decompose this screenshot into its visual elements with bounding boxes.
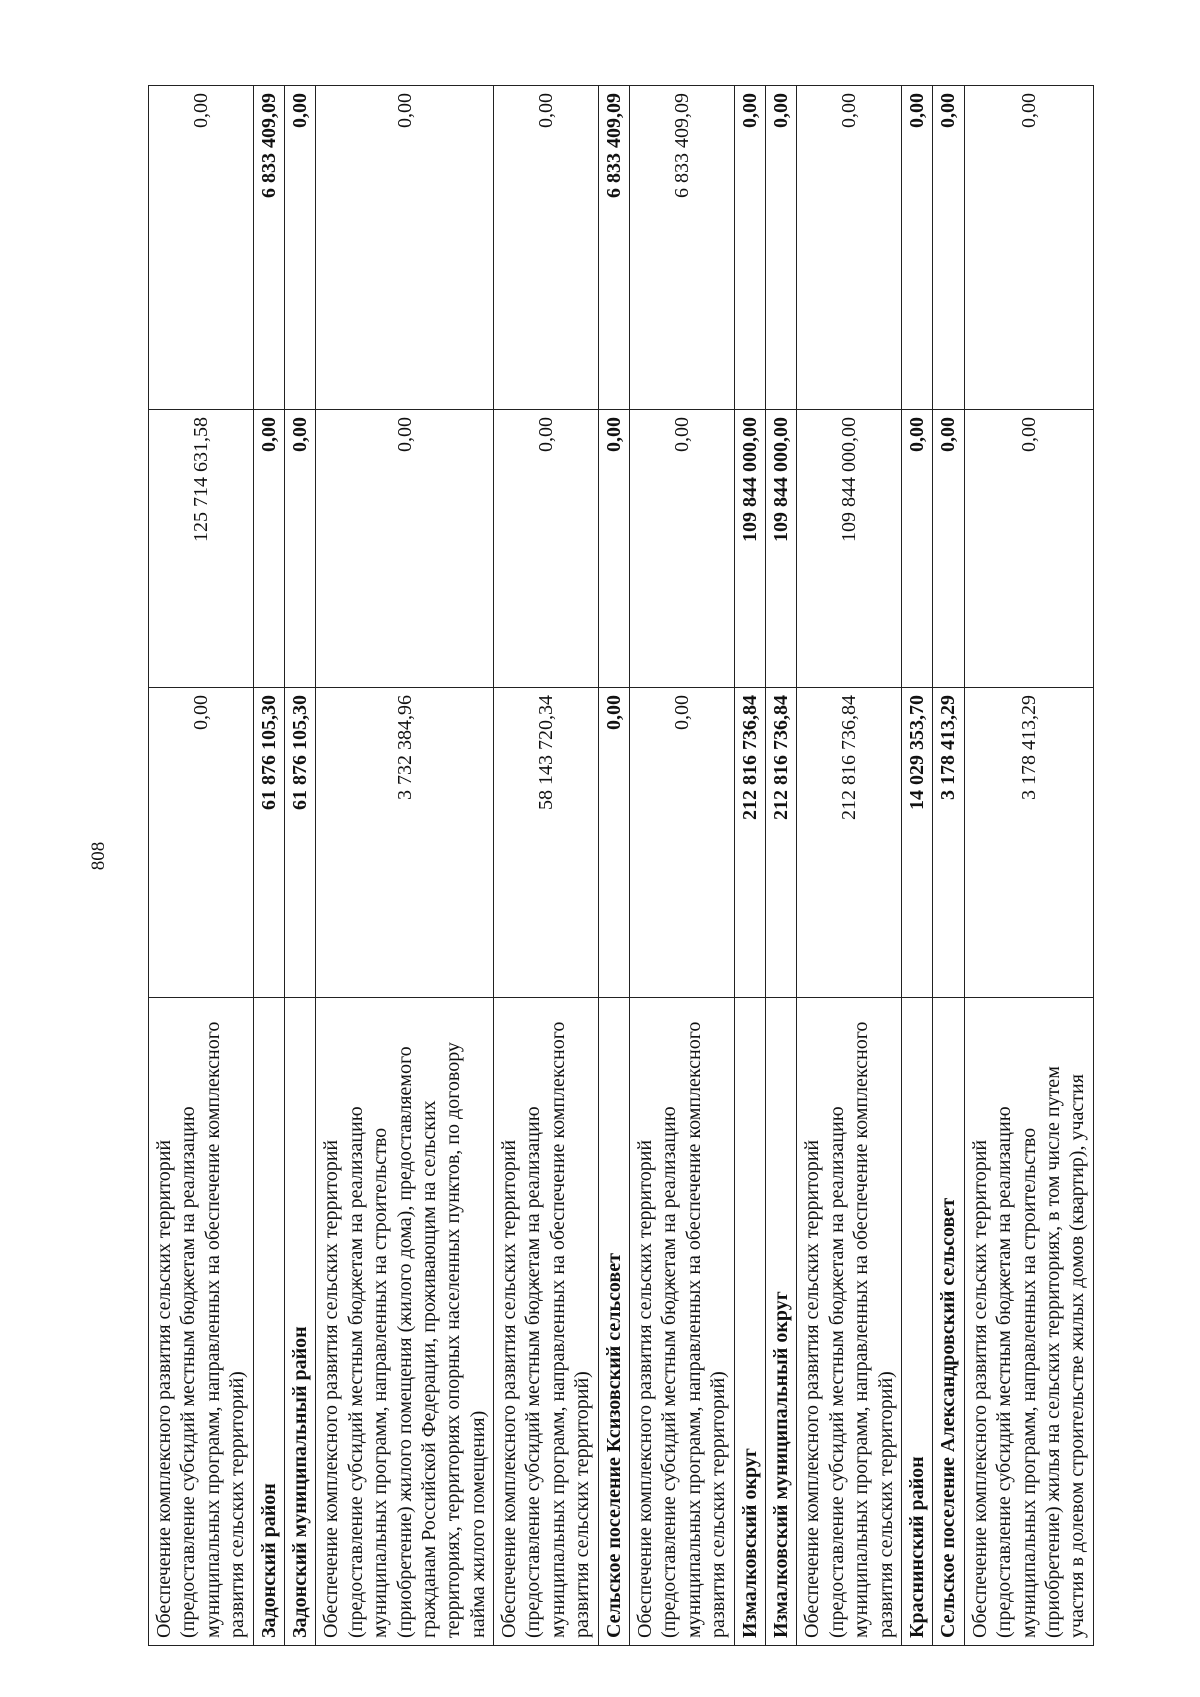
row-name-cell: Обеспечение комплексного развития сельских территорий (предоставление субсидий местным бюджетам на реализацию муниципальных программ, направленных на обеспечение комплексного развития сельских территорий) — [149, 998, 254, 1646]
row-name-cell: Обеспечение комплексного развития сельских территорий (предоставление субсидий местным бюджетам на реализацию муниципальных программ, направленных на строительство (приобретение) жилья на сельских территориях, в том числе путем участия в долевом строительстве жилых домов (квартир), участия — [964, 998, 1093, 1646]
value-cell-1: 212 816 736,84 — [765, 688, 796, 998]
value-cell-2: 0,00 — [284, 410, 315, 688]
value-cell-2: 0,00 — [253, 410, 284, 688]
value-cell-1: 0,00 — [598, 688, 629, 998]
value-cell-2: 109 844 000,00 — [765, 410, 796, 688]
budget-table — [148, 85, 1094, 1646]
value-cell-3: 6 833 409,09 — [630, 86, 735, 410]
value-cell-1: 61 876 105,30 — [253, 688, 284, 998]
value-cell-3: 0,00 — [284, 86, 315, 410]
row-name-cell: Обеспечение комплексного развития сельских территорий (предоставление субсидий местным бюджетам на реализацию муниципальных программ, направленных на обеспечение комплексного развития сельских территорий) — [494, 998, 599, 1646]
value-cell-3: 0,00 — [734, 86, 765, 410]
value-cell-2: 109 844 000,00 — [797, 410, 902, 688]
value-cell-1: 212 816 736,84 — [734, 688, 765, 998]
value-cell-1: 14 029 353,70 — [901, 688, 932, 998]
value-cell-3: 0,00 — [964, 86, 1093, 410]
table-row — [598, 86, 629, 1646]
table-row — [933, 86, 964, 1646]
value-cell-2: 0,00 — [933, 410, 964, 688]
budget-table-rotated — [148, 86, 1089, 1646]
table-row — [630, 86, 735, 1646]
value-cell-3: 0,00 — [316, 86, 494, 410]
row-name-cell: Сельское поселение Александровский сельсовет — [933, 998, 964, 1646]
row-name-cell: Измалковский муниципальный округ — [765, 998, 796, 1646]
value-cell-1: 61 876 105,30 — [284, 688, 315, 998]
value-cell-1: 0,00 — [149, 688, 254, 998]
row-name-cell: Измалковский округ — [734, 998, 765, 1646]
value-cell-2: 0,00 — [316, 410, 494, 688]
value-cell-2: 0,00 — [901, 410, 932, 688]
value-cell-1: 212 816 736,84 — [797, 688, 902, 998]
row-name-cell: Сельское поселение Ксизовский сельсовет — [598, 998, 629, 1646]
value-cell-1: 58 143 720,34 — [494, 688, 599, 998]
row-name-cell: Обеспечение комплексного развития сельских территорий (предоставление субсидий местным бюджетам на реализацию муниципальных программ, направленных на обеспечение комплексного развития сельских территорий) — [797, 998, 902, 1646]
value-cell-3: 0,00 — [933, 86, 964, 410]
value-cell-2: 125 714 631,58 — [149, 410, 254, 688]
value-cell-2: 0,00 — [964, 410, 1093, 688]
table-row — [734, 86, 765, 1646]
row-name-cell: Задонский район — [253, 998, 284, 1646]
value-cell-1: 3 732 384,96 — [316, 688, 494, 998]
page-number: 808 — [88, 841, 109, 871]
value-cell-3: 6 833 409,09 — [253, 86, 284, 410]
table-row — [149, 86, 254, 1646]
value-cell-3: 0,00 — [149, 86, 254, 410]
table-row — [253, 86, 284, 1646]
row-name-cell: Обеспечение комплексного развития сельских территорий (предоставление субсидий местным бюджетам на реализацию муниципальных программ, направленных на обеспечение комплексного развития сельских территорий) — [630, 998, 735, 1646]
value-cell-2: 109 844 000,00 — [734, 410, 765, 688]
table-row — [964, 86, 1093, 1646]
value-cell-2: 0,00 — [630, 410, 735, 688]
value-cell-2: 0,00 — [598, 410, 629, 688]
row-name-cell: Краснинский район — [901, 998, 932, 1646]
value-cell-1: 3 178 413,29 — [933, 688, 964, 998]
table-row — [901, 86, 932, 1646]
value-cell-3: 0,00 — [494, 86, 599, 410]
row-name-cell: Задонский муниципальный район — [284, 998, 315, 1646]
table-row — [284, 86, 315, 1646]
table-row — [797, 86, 902, 1646]
value-cell-1: 0,00 — [630, 688, 735, 998]
table-row — [316, 86, 494, 1646]
value-cell-3: 0,00 — [797, 86, 902, 410]
value-cell-3: 0,00 — [901, 86, 932, 410]
value-cell-3: 6 833 409,09 — [598, 86, 629, 410]
row-name-cell: Обеспечение комплексного развития сельских территорий (предоставление субсидий местным бюджетам на реализацию муниципальных программ, направленных на строительство (приобретение) жилого помещения (жилого дома), предоставляемого гражданам Российской Федерации, проживающим на сельских территориях, территориях опорных населенных пунктов, по договору найма жилого помещения) — [316, 998, 494, 1646]
table-row — [494, 86, 599, 1646]
value-cell-1: 3 178 413,29 — [964, 688, 1093, 998]
value-cell-2: 0,00 — [494, 410, 599, 688]
table-row — [765, 86, 796, 1646]
value-cell-3: 0,00 — [765, 86, 796, 410]
